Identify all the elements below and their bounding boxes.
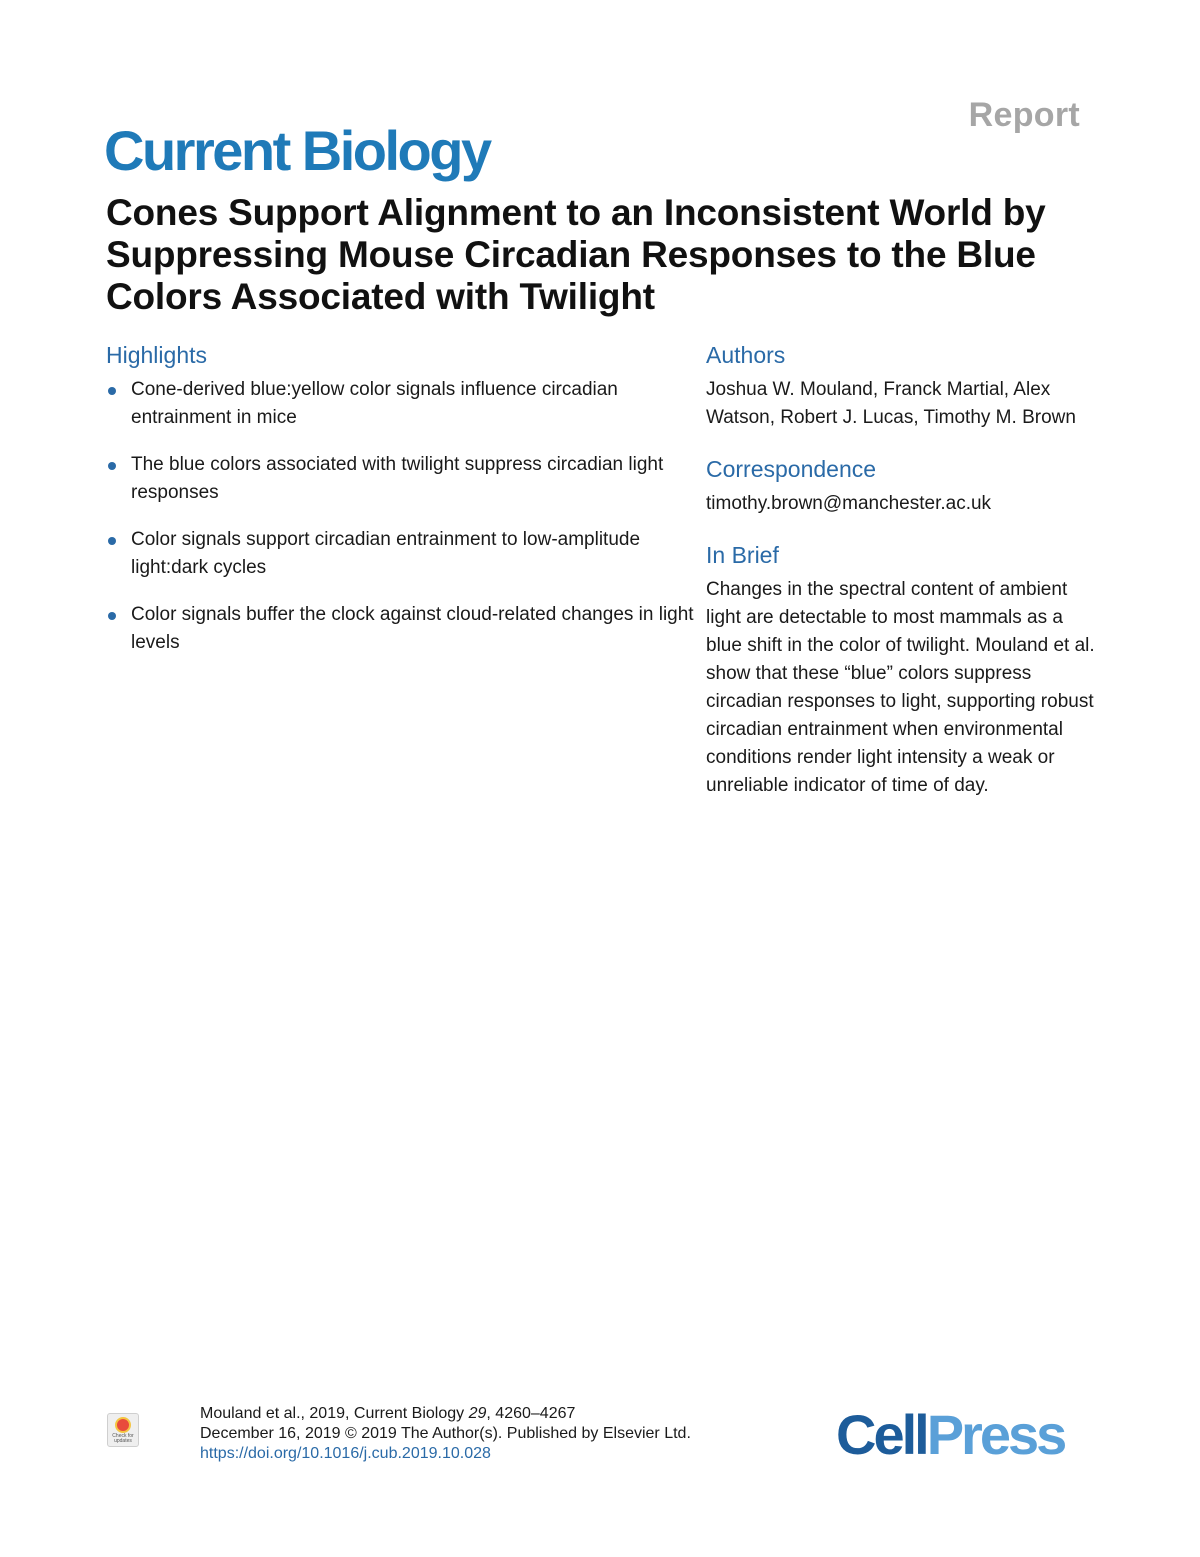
correspondence-email[interactable]: timothy.brown@manchester.ac.uk <box>706 493 992 514</box>
update-mark-icon <box>115 1417 131 1433</box>
logo-press: Press <box>926 1403 1065 1466</box>
highlight-text: Color signals buffer the clock against cloud-related changes in light levels <box>131 604 694 653</box>
highlight-text: The blue colors associated with twilight suppress circadian light responses <box>131 454 664 503</box>
highlights-list <box>106 376 696 657</box>
correspondence-heading: Correspondence <box>706 456 877 482</box>
highlight-text: Cone-derived blue:yellow color signals influence circadian entrainment in mice <box>131 379 618 428</box>
highlight-item <box>106 526 696 582</box>
in-brief-heading: In Brief <box>706 542 779 568</box>
bullet-icon <box>108 462 116 470</box>
highlight-item <box>106 601 696 657</box>
citation-block <box>200 1404 800 1464</box>
sidebar-info <box>706 340 1096 800</box>
bullet-icon <box>108 612 116 620</box>
doi-link[interactable]: https://doi.org/10.1016/j.cub.2019.10.028 <box>200 1445 491 1462</box>
correspondence-section <box>706 454 1096 518</box>
bullet-icon <box>108 537 116 545</box>
highlight-text: Color signals support circadian entrainment to low-amplitude light:dark cycles <box>131 529 641 578</box>
check-badge-text: Check for updates <box>112 1433 134 1444</box>
article-title: Cones Support Alignment to an Inconsistent World by Suppressing Mouse Circadian Responses to the Blue Colors Associated with Twilight <box>106 192 1046 317</box>
bullet-icon <box>108 387 116 395</box>
citation-pages: , 4260–4267 <box>486 1405 576 1422</box>
article-type-label: Report <box>968 96 1080 134</box>
in-brief-text: Changes in the spectral content of ambient light are detectable to most mammals as a blue shift in the color of twilight. Mouland et al. show that these “blue” colors suppress circadian responses to light, supporting robust circadian entrainment when environmental conditions render light intensity a weak or unreliable indicator of time of day. <box>706 579 1095 796</box>
citation-prefix: Mouland et al., 2019, Current Biology <box>200 1405 469 1422</box>
logo-cell: Cell <box>836 1403 927 1466</box>
citation-volume: 29 <box>468 1405 487 1422</box>
highlights-heading: Highlights <box>106 342 207 368</box>
author-names: Joshua W. Mouland, Franck Martial, Alex Watson, Robert J. Lucas, Timothy M. Brown <box>706 379 1076 428</box>
publication-date-line: December 16, 2019 © 2019 The Author(s). Published by Elsevier Ltd. <box>200 1425 691 1442</box>
authors-section <box>706 340 1096 432</box>
highlight-item <box>106 451 696 507</box>
citation-line <box>200 1404 800 1424</box>
journal-name: Current Biology <box>104 119 490 182</box>
cellpress-logo <box>836 1402 1064 1467</box>
authors-heading: Authors <box>706 342 786 368</box>
highlights-section <box>106 340 696 676</box>
highlight-item <box>106 376 696 432</box>
in-brief-section <box>706 540 1096 800</box>
check-for-updates-icon[interactable] <box>107 1413 139 1447</box>
